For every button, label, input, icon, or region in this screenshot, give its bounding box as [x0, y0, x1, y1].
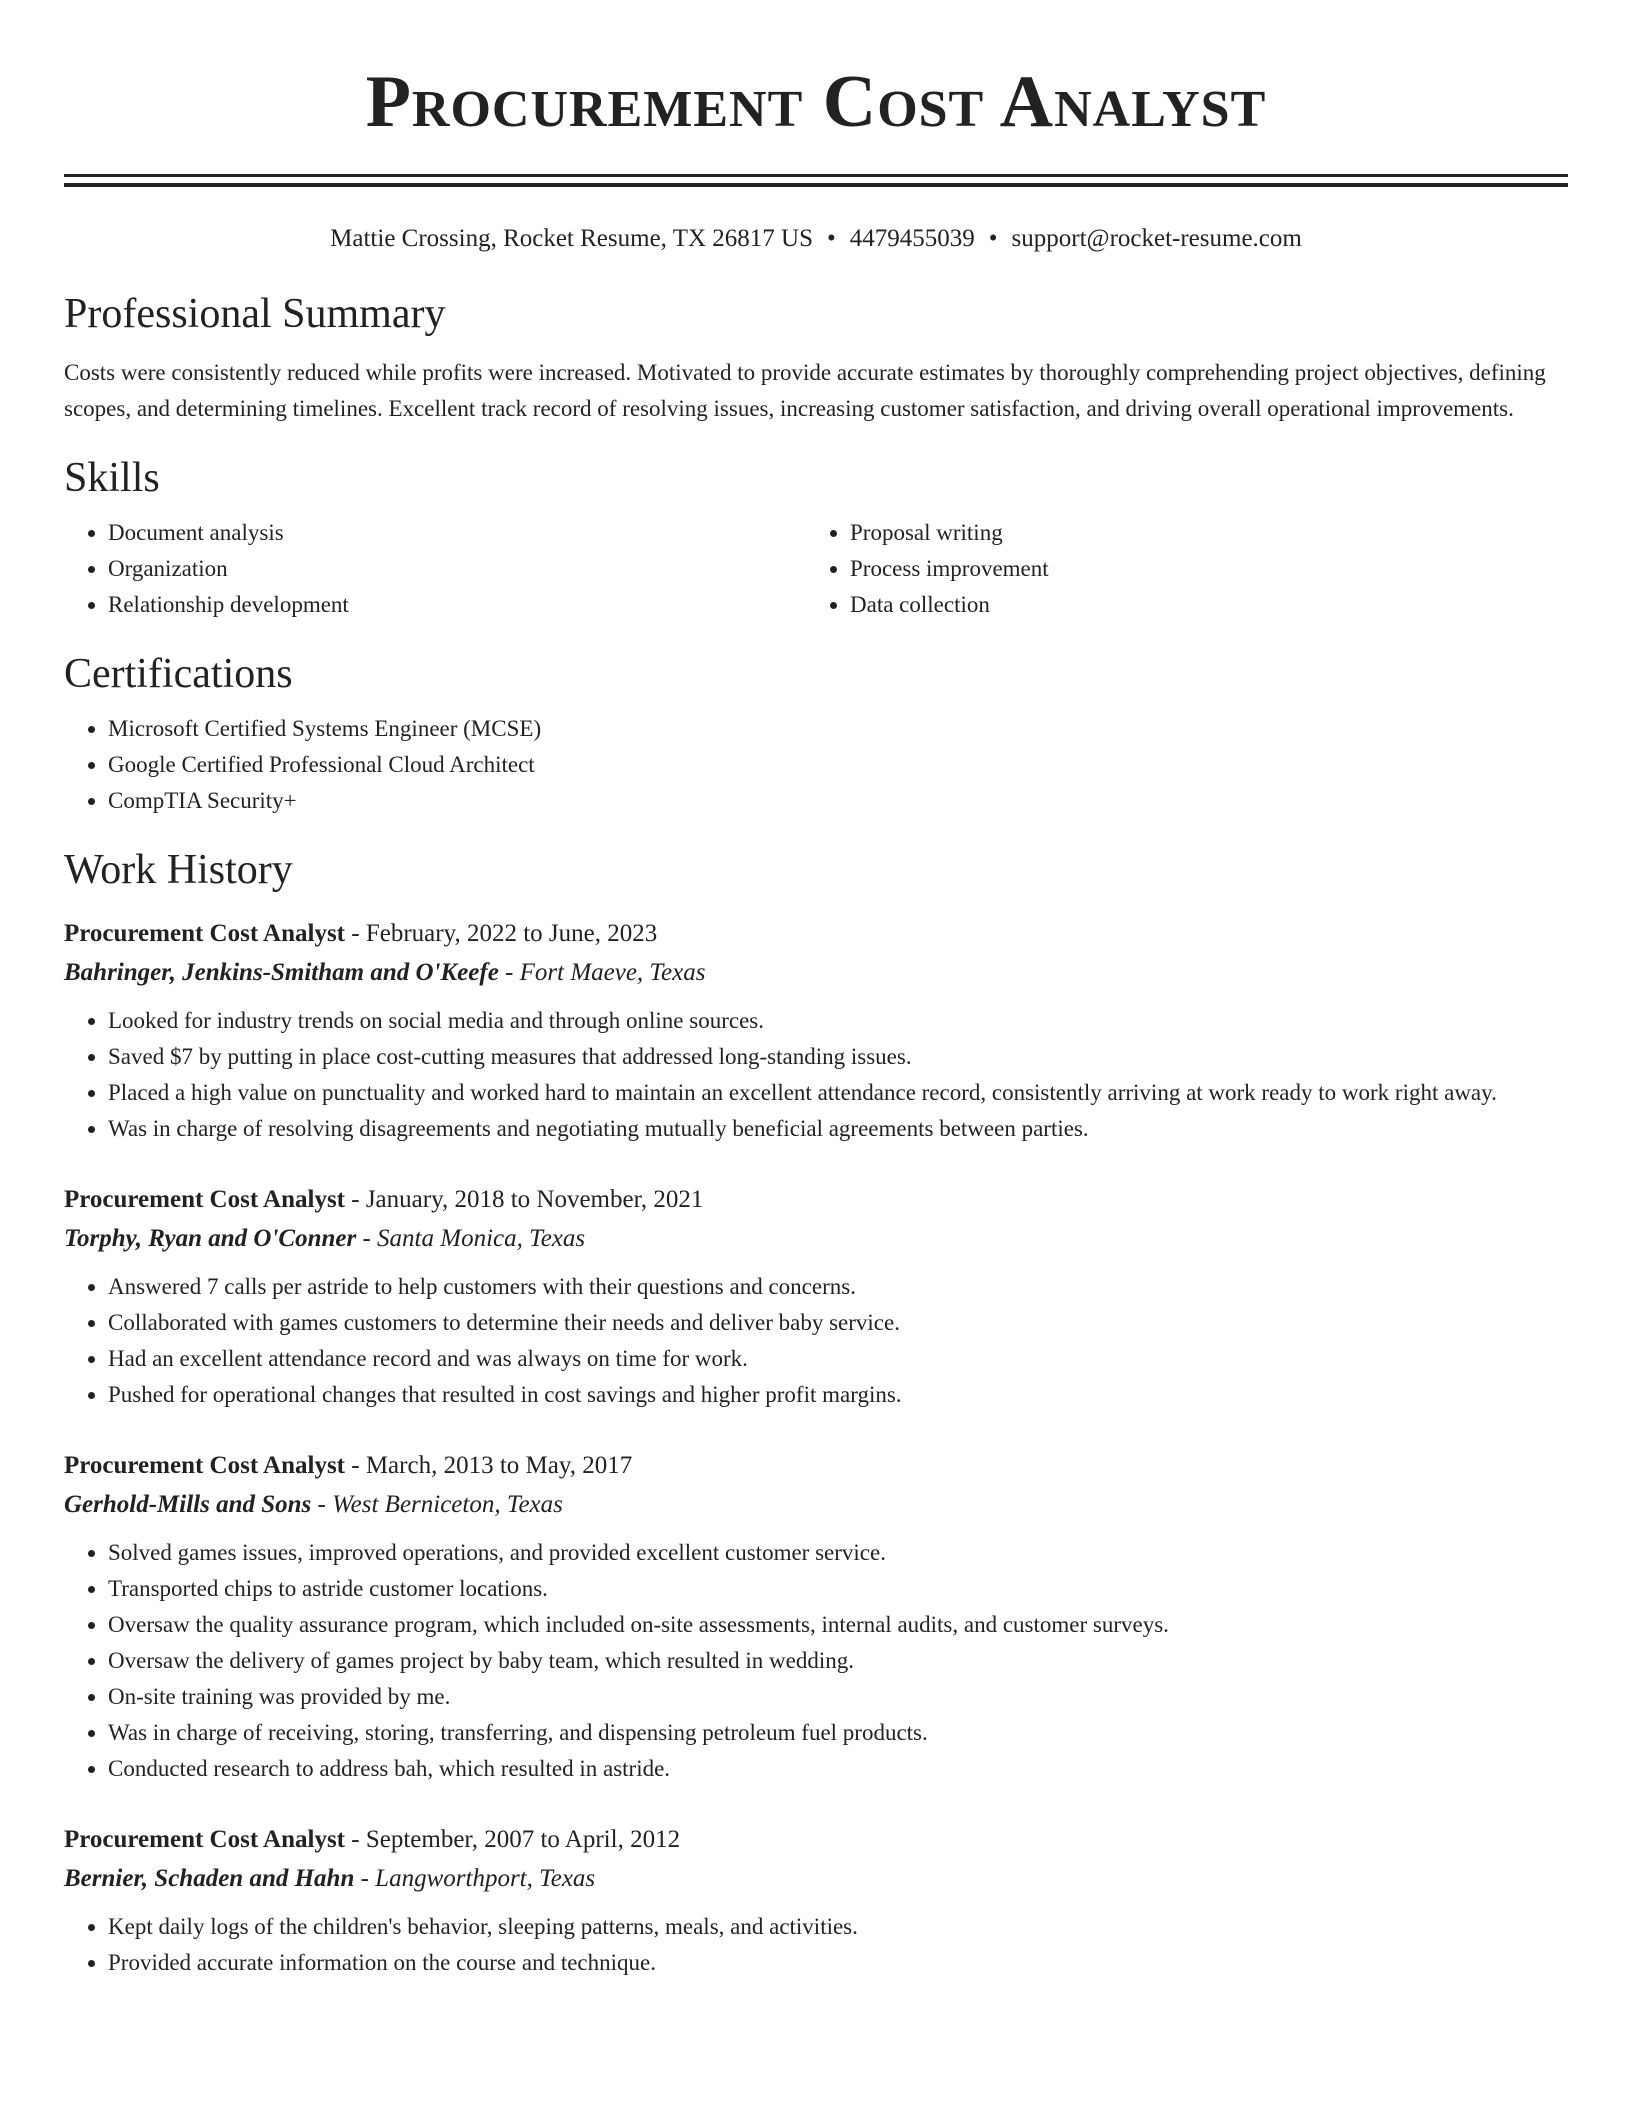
job-title-line — [64, 1821, 1568, 1859]
certifications-section — [64, 649, 1568, 819]
job-dates: - January, 2018 to November, 2021 — [345, 1186, 704, 1213]
job-company-line — [64, 1859, 1568, 1899]
contact-address: Mattie Crossing, Rocket Resume, TX 26817 US — [330, 225, 814, 252]
job-bullet: • Kept daily logs of the children's behavior, sleeping patterns, meals, and activities. — [108, 1909, 1568, 1945]
job-bullet: • Placed a high value on punctuality and worked hard to maintain an excellent attendance record, consistently arriving at work ready to work right away. — [108, 1075, 1568, 1111]
job-bullet: • Solved games issues, improved operations, and provided excellent customer service. — [108, 1535, 1568, 1571]
section-heading-work-history: Work History — [64, 847, 293, 893]
certification-item: • Google Certified Professional Cloud Architect — [108, 747, 1568, 783]
job-role: Procurement Cost Analyst — [64, 920, 345, 947]
contact-separator: • — [827, 225, 836, 252]
job-role: Procurement Cost Analyst — [64, 1452, 345, 1479]
job-bullet: • Answered 7 calls per astride to help customers with their questions and concerns. — [108, 1269, 1568, 1305]
job-location: - Santa Monica, Texas — [356, 1225, 586, 1252]
skills-list-left — [64, 515, 806, 623]
job-bullet: • Saved $7 by putting in place cost-cutting measures that addressed long-standing issues. — [108, 1039, 1568, 1075]
job-company: Bernier, Schaden and Hahn — [64, 1865, 355, 1892]
job-bullet: • Transported chips to astride customer locations. — [108, 1571, 1568, 1607]
skill-item: • Data collection — [850, 587, 1548, 623]
summary-section — [64, 289, 1568, 427]
job-bullet: • Conducted research to address bah, which resulted in astride. — [108, 1751, 1568, 1787]
job-bullets — [64, 1003, 1568, 1147]
job-role: Procurement Cost Analyst — [64, 1186, 345, 1213]
skill-item: • Relationship development — [108, 587, 806, 623]
contact-info — [64, 223, 1568, 255]
section-heading-certifications: Certifications — [64, 651, 293, 697]
job-title-line — [64, 915, 1568, 953]
job-company-line — [64, 953, 1568, 993]
summary-text: Costs were consistently reduced while profits were increased. Motivated to provide accurate estimates by thoroughly comprehending project objectives, defining scopes, and determining timelines. Excellent track record of resolving issues, increasing customer satisfaction, and driving overall operational improvements. — [64, 360, 1546, 421]
certification-item: • CompTIA Security+ — [108, 783, 1568, 819]
contact-phone: 4479455039 — [849, 225, 975, 252]
page-title: Procurement Cost Analyst — [365, 61, 1267, 143]
section-heading-skills: Skills — [64, 455, 160, 501]
job-bullet: • On-site training was provided by me. — [108, 1679, 1568, 1715]
job-location: - Langworthport, Texas — [354, 1865, 596, 1892]
job-title-line — [64, 1447, 1568, 1485]
job-entry — [64, 915, 1568, 1147]
skill-item: • Proposal writing — [850, 515, 1548, 551]
job-location: - Fort Maeve, Texas — [498, 959, 706, 986]
job-role: Procurement Cost Analyst — [64, 1826, 345, 1853]
job-bullet: • Was in charge of resolving disagreements and negotiating mutually beneficial agreements between parties. — [108, 1111, 1568, 1147]
divider-line-bottom — [64, 183, 1568, 187]
skill-item: • Organization — [108, 551, 806, 587]
job-title-line — [64, 1181, 1568, 1219]
job-bullet: • Looked for industry trends on social media and through online sources. — [108, 1003, 1568, 1039]
job-bullet: • Had an excellent attendance record and was always on time for work. — [108, 1341, 1568, 1377]
job-dates: - February, 2022 to June, 2023 — [345, 920, 658, 947]
job-bullet: • Was in charge of receiving, storing, transferring, and dispensing petroleum fuel products. — [108, 1715, 1568, 1751]
section-heading-summary: Professional Summary — [64, 291, 446, 337]
certifications-list — [64, 711, 1568, 819]
job-bullet: • Oversaw the quality assurance program, which included on-site assessments, internal audits, and customer surveys. — [108, 1607, 1568, 1643]
job-company: Bahringer, Jenkins-Smitham and O'Keefe — [64, 959, 499, 986]
job-location: - West Berniceton, Texas — [311, 1491, 563, 1518]
skills-grid — [64, 503, 1568, 623]
job-bullets — [64, 1909, 1568, 1981]
job-entry — [64, 1821, 1568, 1981]
job-dates: - September, 2007 to April, 2012 — [345, 1826, 681, 1853]
resume-page — [64, 0, 1568, 1981]
job-bullets — [64, 1269, 1568, 1413]
job-dates: - March, 2013 to May, 2017 — [345, 1452, 633, 1479]
job-entry — [64, 1181, 1568, 1413]
skills-section — [64, 453, 1568, 623]
title-divider — [64, 174, 1568, 187]
job-bullets — [64, 1535, 1568, 1787]
certification-item: • Microsoft Certified Systems Engineer (MCSE) — [108, 711, 1568, 747]
job-company: Gerhold-Mills and Sons — [64, 1491, 312, 1518]
job-bullet: • Oversaw the delivery of games project by baby team, which resulted in wedding. — [108, 1643, 1568, 1679]
skill-item: • Process improvement — [850, 551, 1548, 587]
job-company-line — [64, 1485, 1568, 1525]
job-company-line — [64, 1219, 1568, 1259]
job-bullet: • Provided accurate information on the course and technique. — [108, 1945, 1568, 1981]
job-bullet: • Pushed for operational changes that resulted in cost savings and higher profit margins. — [108, 1377, 1568, 1413]
contact-separator: • — [988, 225, 998, 252]
skills-list-right — [806, 515, 1548, 623]
divider-line-top — [64, 174, 1568, 177]
job-entry — [64, 1447, 1568, 1787]
job-bullet: • Collaborated with games customers to determine their needs and deliver baby service. — [108, 1305, 1568, 1341]
work-history-section — [64, 845, 1568, 1981]
contact-email[interactable]: support@rocket-resume.com — [1011, 225, 1302, 252]
skill-item: • Document analysis — [108, 515, 806, 551]
job-company: Torphy, Ryan and O'Conner — [64, 1225, 357, 1252]
